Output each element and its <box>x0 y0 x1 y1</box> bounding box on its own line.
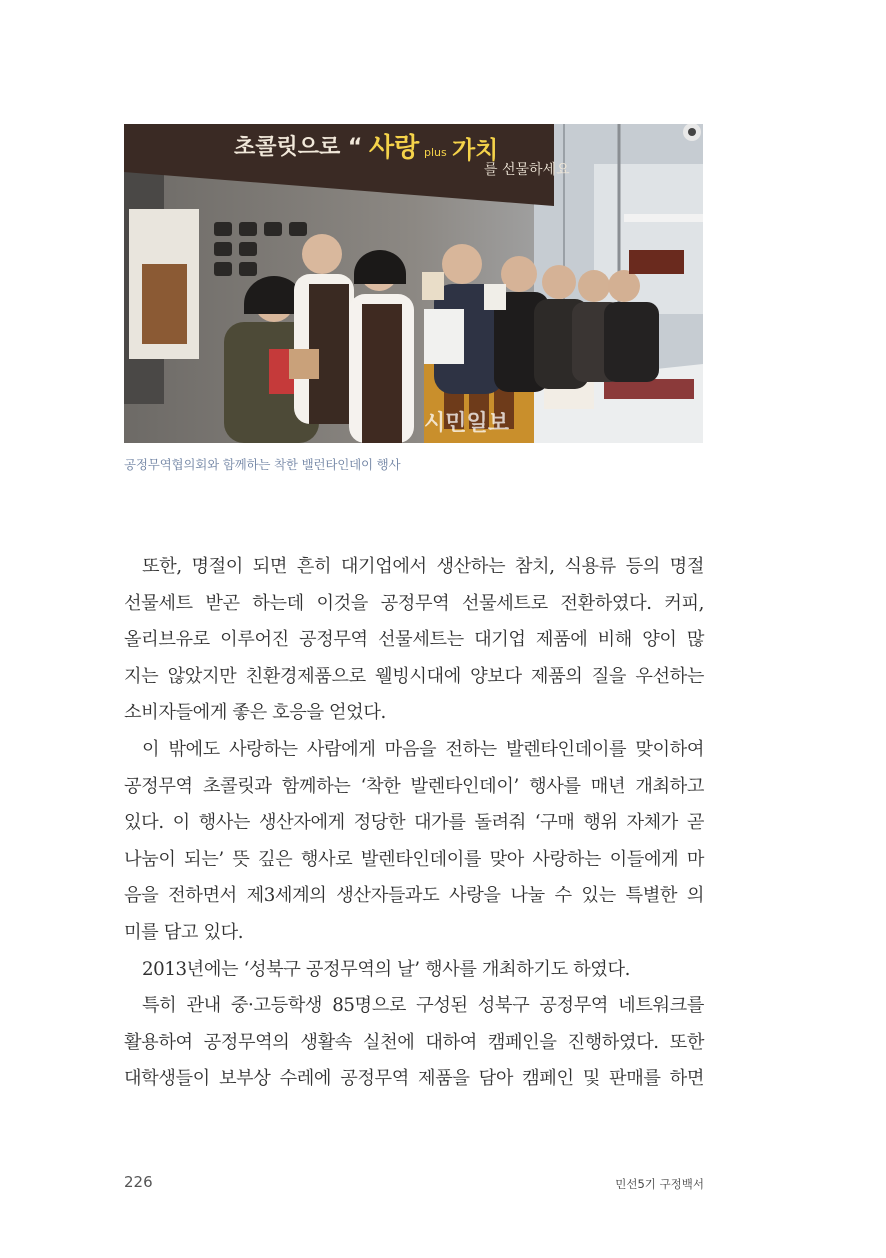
body-line: 대학생들이 보부상 수레에 공정무역 제품을 담아 캠페인 및 판매를 하면 <box>124 1068 704 1090</box>
body-line: 미를 담고 있다. <box>124 921 244 943</box>
body-line: 있다. 이 행사는 생산자에게 정당한 대가를 돌려줘 ‘구매 행위 자체가 곧 <box>124 812 704 834</box>
body-line: 지는 않았지만 친환경제품으로 웰빙시대에 양보다 제품의 질을 우선하는 <box>124 665 704 687</box>
event-photo <box>124 124 703 443</box>
body-line: 소비자들에게 좋은 호응을 얻었다. <box>124 702 386 724</box>
body-text <box>124 549 704 1098</box>
body-line: 이 밖에도 사랑하는 사람에게 마음을 전하는 발렌타인데이를 맞이하여 <box>142 738 704 760</box>
body-line: 올리브유로 이루어진 공정무역 선물세트는 대기업 제품에 비해 양이 많 <box>124 629 704 651</box>
body-line: 음을 전하면서 제3세계의 생산자들과도 사랑을 나눌 수 있는 특별한 의 <box>124 885 704 907</box>
body-line: 2013년에는 ‘성북구 공정무역의 날’ 행사를 개최하기도 하였다. <box>142 958 631 980</box>
svg-text:를 선물하세요: 를 선물하세요 <box>484 162 570 178</box>
svg-text:가치: 가치 <box>452 136 499 164</box>
photo-watermark: 시민일보 <box>424 411 510 436</box>
photo-caption: 공정무역협의회와 함께하는 착한 밸런타인데이 행사 <box>124 457 401 472</box>
book-title: 민선5기 구정백서 <box>615 1177 704 1191</box>
body-line: 또한, 명절이 되면 흔히 대기업에서 생산하는 참치, 식용류 등의 명절 <box>142 556 704 577</box>
svg-text:plus: plus <box>424 146 447 159</box>
body-line: 특히 관내 중·고등학생 85명으로 구성된 성북구 공정무역 네트워크를 <box>142 995 704 1017</box>
body-line: 선물세트 받곤 하는데 이것을 공정무역 선물세트로 전환하였다. 커피, <box>124 592 704 614</box>
body-line: 나눔이 되는’ 뜻 깊은 행사로 발렌타인데이를 맞아 사랑하는 이들에게 마 <box>124 848 704 870</box>
svg-text:초콜릿으로 “: 초콜릿으로 “ <box>234 135 363 160</box>
svg-text:사랑: 사랑 <box>369 133 420 163</box>
body-line: 공정무역 초콜릿과 함께하는 ‘착한 발렌타인데이’ 행사를 매년 개최하고 <box>124 775 704 797</box>
page-number: 226 <box>124 1173 153 1191</box>
body-line: 활용하여 공정무역의 생활속 실천에 대하여 캠페인을 진행하였다. 또한 <box>124 1031 704 1053</box>
